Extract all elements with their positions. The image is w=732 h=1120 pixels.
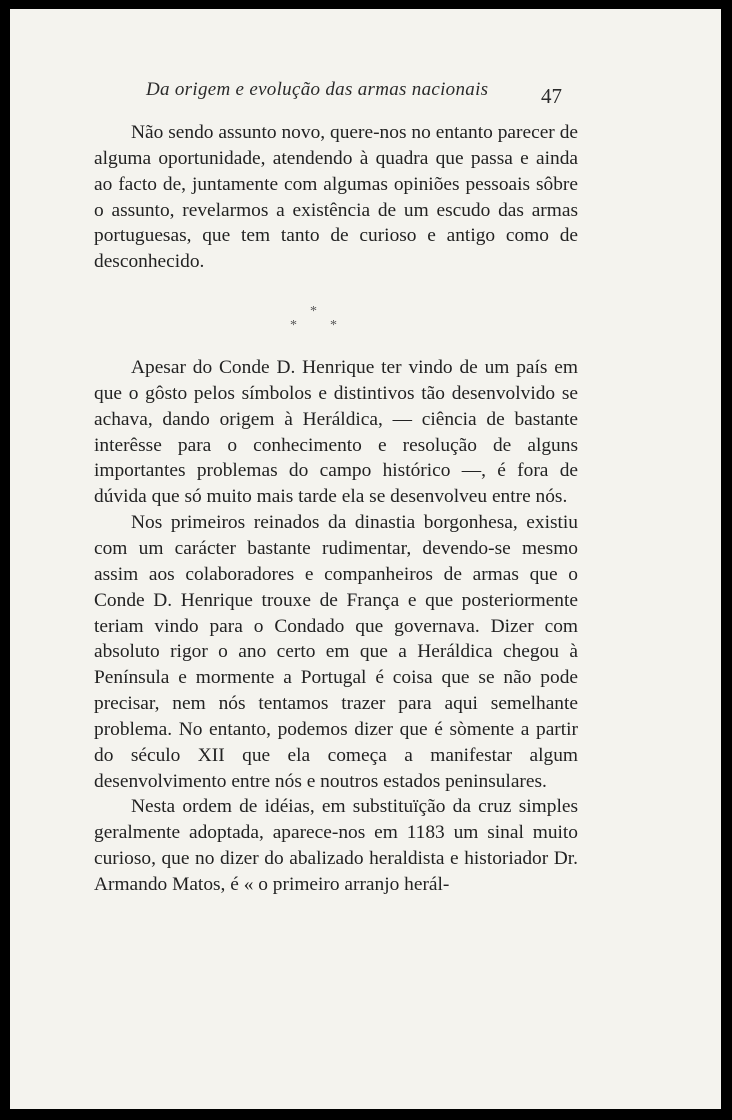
paragraph-4: Nesta ordem de idéias, em substituïção da cruz simples geralmente adoptada, aparece-nos em 1183 um sinal muito curioso, que no dizer do abalizado heraldista e historiador Dr. Armando Matos, é « o primeiro arranjo herál-	[94, 796, 578, 895]
section-separator	[94, 275, 578, 355]
asterisk-left: *	[290, 318, 297, 334]
page-header	[10, 79, 721, 109]
book-page	[10, 9, 721, 1109]
paragraph-1: Não sendo assunto novo, quere-nos no entanto parecer de alguma oportunidade, atendendo à quadra que passa e ainda ao facto de, juntamente com algumas opiniões pessoais sôbre o assunto, revelarmos a existência de um escudo das armas portuguesas, que tem tanto de curioso e antigo como de desconhecido.	[94, 122, 578, 273]
page-number: 47	[541, 84, 562, 108]
body-text	[94, 120, 578, 898]
asterisk-right: *	[330, 318, 337, 334]
running-head: Da origem e evolução das armas nacionais	[146, 79, 489, 100]
asterisk-top: *	[310, 304, 317, 320]
paragraph-3: Nos primeiros reinados da dinastia borgonhesa, existiu com um carácter bastante rudimentar, devendo-se mesmo assim aos colaboradores e companheiros de armas que o Conde D. Henrique trouxe de França e que posteriormente teriam vindo para o Condado que governava. Dizer com absoluto rigor o ano certo em que a Heráldica chegou à Península e mormente a Portugal é coisa que se não pode precisar, nem nós tentamos trazer para aqui semelhante problema. No entanto, podemos dizer que é sòmente a partir do século XII que ela começa a manifestar algum desenvolvimento entre nós e noutros estados peninsulares.	[94, 512, 578, 792]
paragraph-2: Apesar do Conde D. Henrique ter vindo de um país em que o gôsto pelos símbolos e distintivos tão desenvolvido se achava, dando origem à Heráldica, — ciência de bastante interêsse para o conhecimento e resolução de alguns importantes problemas do campo histórico —, é fora de dúvida que só muito mais tarde ela se desenvolveu entre nós.	[94, 357, 578, 508]
